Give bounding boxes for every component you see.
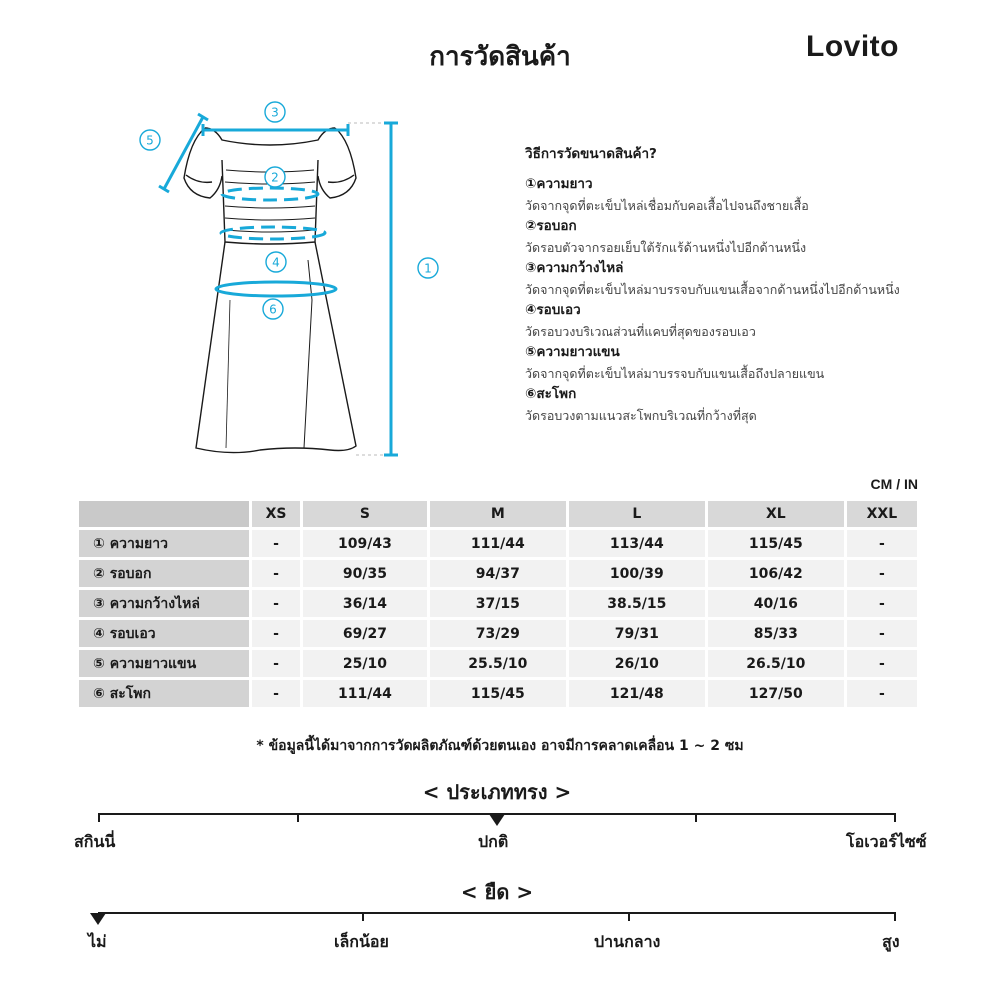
stretch-scale-line — [98, 912, 896, 914]
unit-label: CM / IN — [870, 476, 918, 492]
table-row — [79, 680, 917, 707]
marker-2-label: 2 — [271, 170, 279, 185]
table-cell: 25/10 — [303, 650, 427, 677]
table-cell: 79/31 — [569, 620, 705, 647]
table-cell: 36/14 — [303, 590, 427, 617]
table-header-cell: XL — [708, 501, 844, 527]
row-label: ② รอบอก — [79, 560, 249, 587]
fit-scale-tick — [98, 813, 100, 822]
table-cell: - — [847, 650, 917, 677]
table-cell: 94/37 — [430, 560, 566, 587]
marker-5-label: 5 — [146, 133, 154, 148]
marker-1-label: 1 — [424, 261, 432, 276]
table-cell: - — [252, 620, 300, 647]
table-cell: 109/43 — [303, 530, 427, 557]
marker-6-label: 6 — [269, 302, 277, 317]
marker-3-label: 3 — [271, 105, 279, 120]
table-cell: - — [252, 680, 300, 707]
stretch-scale-label: ไม่ — [88, 932, 107, 951]
table-header-row — [79, 501, 917, 527]
guide-item-desc: วัดรอบวงตามแนวสะโพกบริเวณที่กว้างที่สุด — [525, 408, 757, 423]
table-cell: 38.5/15 — [569, 590, 705, 617]
stretch-scale-marker-icon — [90, 913, 106, 925]
table-cell: - — [847, 530, 917, 557]
table-cell: 115/45 — [430, 680, 566, 707]
table-cell: - — [847, 620, 917, 647]
table-cell: 90/35 — [303, 560, 427, 587]
guide-heading: วิธีการวัดขนาดสินค้า? — [525, 146, 657, 162]
row-label: ④ รอบเอว — [79, 620, 249, 647]
table-row — [79, 590, 917, 617]
stretch-scale-label: ปานกลาง — [594, 932, 661, 951]
table-cell: 127/50 — [708, 680, 844, 707]
guide-item-desc: วัดรอบตัวจากรอยเย็บใต้รักแร้ด้านหนึ่งไปอีกด้านหนึ่ง — [525, 240, 807, 255]
table-cell: 25.5/10 — [430, 650, 566, 677]
guide-item-desc: วัดรอบวงบริเวณส่วนที่แคบที่สุดของรอบเอว — [525, 324, 756, 339]
table-cell: 69/27 — [303, 620, 427, 647]
fit-scale-tick — [695, 813, 697, 822]
table-cell: 100/39 — [569, 560, 705, 587]
fit-scale-label: สกินนี่ — [74, 832, 116, 851]
table-cell: 73/29 — [430, 620, 566, 647]
table-cell: 26.5/10 — [708, 650, 844, 677]
guide-item-desc: วัดจากจุดที่ตะเข็บไหล่มาบรรจบกับแขนเสื้อถึงปลายแขน — [525, 366, 825, 381]
row-label: ① ความยาว — [79, 530, 249, 557]
table-cell: - — [847, 560, 917, 587]
table-row — [79, 560, 917, 587]
table-row — [79, 650, 917, 677]
table-cell: 37/15 — [430, 590, 566, 617]
table-cell: - — [252, 650, 300, 677]
stretch-scale-label: สูง — [882, 932, 900, 951]
table-cell: 113/44 — [569, 530, 705, 557]
table-cell: - — [252, 530, 300, 557]
fit-scale-tick — [297, 813, 299, 822]
guide-item-title: ②รอบอก — [525, 218, 577, 234]
table-cell: 111/44 — [430, 530, 566, 557]
stretch-scale-tick — [894, 912, 896, 921]
table-header-cell: S — [303, 501, 427, 527]
table-row — [79, 620, 917, 647]
row-label: ⑥ สะโพก — [79, 680, 249, 707]
page-title: การวัดสินค้า — [429, 42, 571, 72]
stretch-scale-title: < ยืด > — [460, 880, 534, 904]
table-header-cell: XS — [252, 501, 300, 527]
table-cell: 111/44 — [303, 680, 427, 707]
stretch-scale-tick — [362, 912, 364, 921]
table-row — [79, 530, 917, 557]
brand-logo: Lovito — [806, 30, 899, 63]
stretch-scale-tick — [628, 912, 630, 921]
table-cell: 121/48 — [569, 680, 705, 707]
guide-item-desc: วัดจากจุดที่ตะเข็บไหล่มาบรรจบกับแขนเสื้อจากด้านหนึ่งไปอีกด้านหนึ่ง — [525, 282, 900, 297]
guide-item-title: ⑤ความยาวแขน — [525, 344, 620, 360]
table-cell: - — [252, 590, 300, 617]
row-label: ③ ความกว้างไหล่ — [79, 590, 249, 617]
fit-scale-tick — [894, 813, 896, 822]
table-header-cell: M — [430, 501, 566, 527]
table-cell: - — [252, 560, 300, 587]
measurement-note: * ข้อมูลนี้ได้มาจากการวัดผลิตภัณฑ์ด้วยตนเอง อาจมีการคลาดเคลื่อน 1 ~ 2 ซม — [256, 738, 744, 754]
table-cell: 106/42 — [708, 560, 844, 587]
table-cell: - — [847, 680, 917, 707]
table-cell: 26/10 — [569, 650, 705, 677]
table-cell: - — [847, 590, 917, 617]
guide-item-desc: วัดจากจุดที่ตะเข็บไหล่เชื่อมกับคอเสื้อไปจนถึงชายเสื้อ — [525, 198, 809, 213]
size-table — [76, 498, 920, 710]
guide-item-title: ⑥สะโพก — [525, 386, 577, 402]
fit-scale-title: < ประเภททรง > — [422, 780, 572, 804]
dress-measurement-diagram — [130, 100, 430, 465]
stretch-scale-label: เล็กน้อย — [334, 932, 389, 951]
fit-scale-marker-icon — [489, 814, 505, 826]
guide-item-title: ①ความยาว — [525, 176, 593, 192]
table-header-cell — [79, 501, 249, 527]
guide-item-title: ③ความกว้างไหล่ — [525, 260, 624, 276]
table-header-cell: XXL — [847, 501, 917, 527]
marker-4-label: 4 — [272, 255, 280, 270]
table-cell: 40/16 — [708, 590, 844, 617]
table-cell: 115/45 — [708, 530, 844, 557]
guide-item-title: ④รอบเอว — [525, 302, 581, 318]
fit-scale-label: โอเวอร์ไซซ์ — [846, 832, 927, 851]
fit-scale-label: ปกติ — [478, 832, 509, 851]
table-cell: 85/33 — [708, 620, 844, 647]
row-label: ⑤ ความยาวแขน — [79, 650, 249, 677]
measurement-guide — [525, 144, 965, 426]
table-header-cell: L — [569, 501, 705, 527]
